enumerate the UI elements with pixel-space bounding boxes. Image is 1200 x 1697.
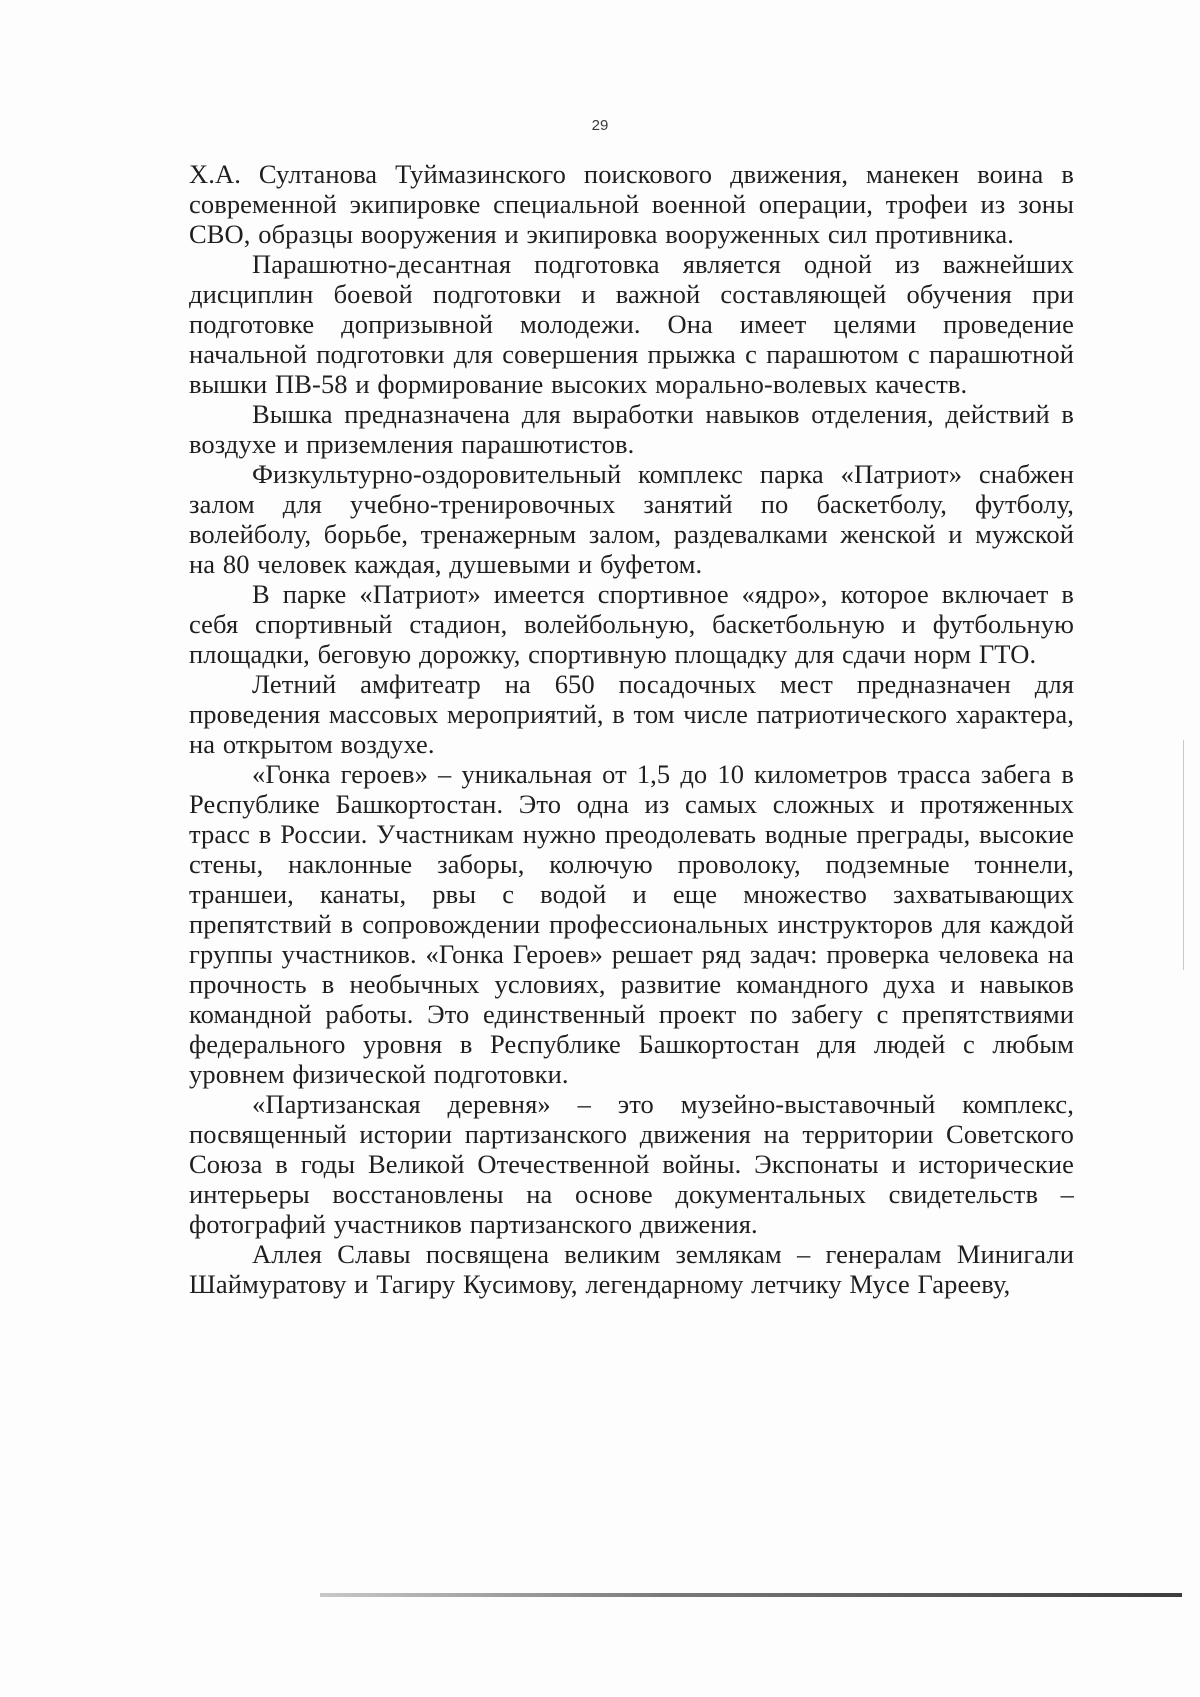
paragraph-7: «Гонка героев» – уникальная от 1,5 до 10 километров трасса забега в Республике Башкортостан. Это одна из самых сложных и протяженных трасс в России. Участникам нужно преодолевать водные преграды, высокие стены, наклонные заборы, колючую проволоку, подземные тоннели, траншеи, канаты, рвы с водой и еще множество захватывающих препятствий в сопровождении профессиональных инструкторов для каждой группы участников. «Гонка Героев» решает ряд задач: проверка человека на прочность в необычных условиях, развитие командного духа и навыков командной работы. Это единственный проект по забегу с препятствиями федерального уровня в Республике Башкортостан для людей с любым уровнем физической подготовки. xyxy=(189,759,1074,1089)
body-text xyxy=(189,159,1074,1299)
paragraph-1: Х.А. Султанова Туймазинского поискового движения, манекен воина в современной экипировке специальной военной операции, трофеи из зоны СВО, образцы вооружения и экипировка вооруженных сил противника. xyxy=(189,159,1074,249)
paragraph-8: «Партизанская деревня» – это музейно-выставочный комплекс, посвященный истории партизанского движения на территории Советского Союза в годы Великой Отечественной войны. Экспонаты и исторические интерьеры восстановлены на основе документальных свидетельств – фотографий участников партизанского движения. xyxy=(189,1089,1074,1239)
paragraph-2: Парашютно-десантная подготовка является одной из важнейших дисциплин боевой подготовки и важной составляющей обучения при подготовке допризывной молодежи. Она имеет целями проведение начальной подготовки для совершения прыжка с парашютом с парашютной вышки ПВ-58 и формирование высоких морально-волевых качеств. xyxy=(189,249,1074,399)
paragraph-9: Аллея Славы посвящена великим землякам – генералам Минигали Шаймуратову и Тагиру Кусимову, легендарному летчику Мусе Гарееву, xyxy=(189,1239,1074,1299)
scan-edge-line-right xyxy=(1183,740,1184,970)
scan-edge-line-bottom xyxy=(320,1593,1182,1597)
paragraph-6: Летний амфитеатр на 650 посадочных мест предназначен для проведения массовых мероприятий, в том числе патриотического характера, на открытом воздухе. xyxy=(189,669,1074,759)
paragraph-3: Вышка предназначена для выработки навыков отделения, действий в воздухе и приземления парашютистов. xyxy=(189,399,1074,459)
paragraph-4: Физкультурно-оздоровительный комплекс парка «Патриот» снабжен залом для учебно-тренировочных занятий по баскетболу, футболу, волейболу, борьбе, тренажерным залом, раздевалками женской и мужской на 80 человек каждая, душевыми и буфетом. xyxy=(189,459,1074,579)
page-number: 29 xyxy=(591,117,609,134)
paragraph-5: В парке «Патриот» имеется спортивное «ядро», которое включает в себя спортивный стадион, волейбольную, баскетбольную и футбольную площадки, беговую дорожку, спортивную площадку для сдачи норм ГТО. xyxy=(189,579,1074,669)
